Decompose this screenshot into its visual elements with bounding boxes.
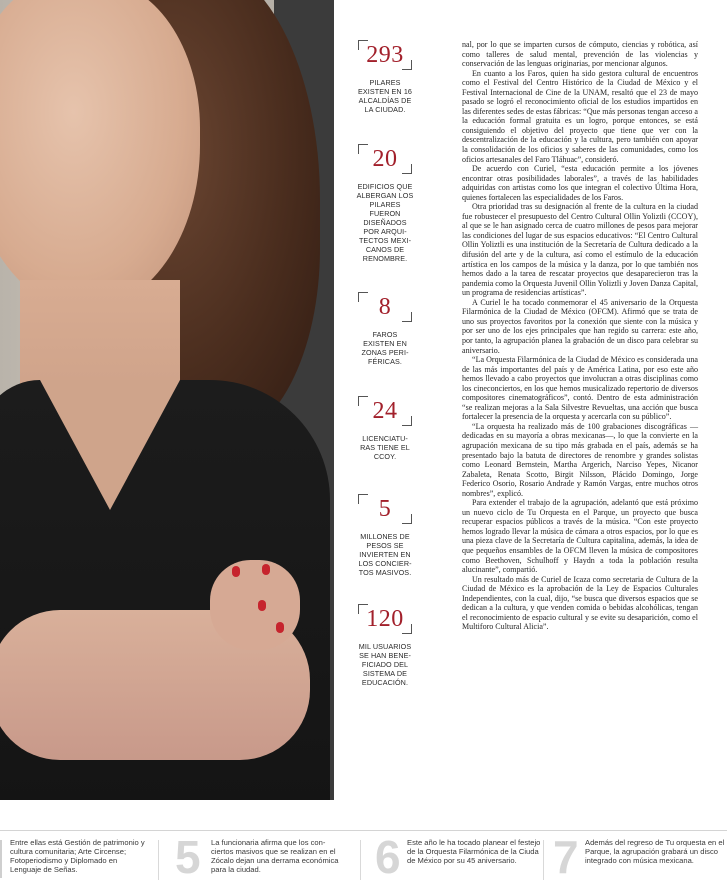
article-paragraph: nal, por lo que se imparten cursos de cómputo, ciencias y robótica, así como talleres de salud mental, prevención de las violencias y conservación de las lenguas originarias, por mencionar algunos.	[462, 40, 698, 69]
pullquote-number: 7	[553, 831, 579, 883]
article-paragraph: A Curiel le ha tocado conmemorar el 45 aniversario de la Orquesta Filarmónica de la Ciudad de México (OFCM). Afirmó que se trata de uno sus proyectos favoritos por la conexión que siente con la música y por ser uno de los ejes principales que han regido su carrera: este año, por tanto, la agrupación planea la grabación de un disco para celebrar su aniversario.	[462, 297, 698, 355]
photo-nail	[262, 564, 270, 575]
stat-number: 120	[366, 606, 404, 632]
pullquote-bar	[0, 840, 2, 878]
pullquote-separator	[543, 840, 544, 880]
stat-item	[356, 290, 414, 366]
stat-number-frame	[356, 492, 414, 526]
pullquote	[175, 831, 345, 883]
article-paragraph: “La Orquesta Filarmónica de la Ciudad de México es considerada una de las más importantes del país y de América Latina, por eso este año hemos llevado a cabo proyectos que involucran a otras disciplinas como los cineconciertos, en los que hemos musicalizado repertorio de diversos compositores cinematográficos”, contó. Dentro de esta administración “se realizan mejoras a la Sala Silvestre Revueltas, una acción que busca fortalecer la presencia de la orquesta y acercarla con su público”.	[462, 355, 698, 422]
stat-description: FAROS EXISTEN EN ZONAS PERIFÉRICAS.	[361, 330, 409, 366]
article-paragraph: En cuanto a los Faros, quien ha sido gestora cultural de encuentros como el Festival del Centro Histórico de la Ciudad de México y el Festival Internacional de Cine de la UNAM, resaltó que el 23 de mayo pasado se logró el reconocimiento oficial de los estudios impartidos en las diferentes sedes de estas fábricas: “Que más personas tengan acceso a la educación formal gratuita es un logro, porque entonces, se está consiguiendo el objetivo del proyecto que tiene que ver con la descentralización de la educación y la cultura, pero también con apoyar la consolidación de los oficios y saberes de las comunidades, como los oficios artesanales del Faro Tláhuac”, consideró.	[462, 68, 698, 164]
photo-nail	[258, 600, 266, 611]
bracket-corner-icon	[402, 514, 412, 524]
stat-item	[356, 38, 414, 114]
pullquote	[375, 831, 545, 883]
stat-number: 20	[372, 146, 398, 172]
photo-hand	[210, 560, 300, 650]
stat-item	[356, 394, 414, 461]
article-paragraph: Otra prioridad tras su designación al frente de la cultura en la ciudad fue robustecer el presupuesto del Centro Cultural Ollin Yoliztli (CCOY), al que se le han asignado cerca de cuatro millones de pesos para mejorar las condiciones del lugar de sus espacios educativos: “El Centro Cultural Ollin Yoliztli es una institución de la Secretaría de Cultura dedicado a la difusión del arte y de la cultura, así como el estímulo de la educación artística en los campos de la música y la danza, por lo que también nos hemos dado a la tarea de rescatar proyectos que desaparecieron tras la pandemia como la Orquesta Juvenil Ollin Yoliztli y Joven Danza Capital, un programa de residencias artísticas”.	[462, 202, 698, 298]
stat-number: 8	[378, 294, 392, 320]
article-paragraph: Un resultado más de Curiel de Icaza como secretaria de Cultura de la Ciudad de México es la aprobación de la Ley de Espacios Culturales Independientes, con la cual, dijo, “se busca que diversos espacios que se dedican a la cultura, y que venden comida o bebidas alcohólicas, tengan el reconocimiento de espacio cultural y se evite su desaparición, como el Multiforo Cultural Alicia”.	[462, 574, 698, 632]
bottom-divider	[0, 830, 727, 831]
pullquote-separator	[360, 840, 361, 880]
stat-item	[356, 602, 414, 687]
photo-nail	[276, 622, 284, 633]
pullquote-number: 6	[375, 831, 401, 883]
stat-number: 293	[366, 42, 404, 68]
bracket-corner-icon	[358, 144, 368, 154]
stat-number-frame	[356, 142, 414, 176]
article-body	[462, 40, 698, 632]
stat-number-frame	[356, 394, 414, 428]
stat-number-frame	[356, 602, 414, 636]
pullquote-text: La funcionaria afirma que los conciertos masivos que se realizan en el Zócalo dejan una derrama económica para la ciudad.	[211, 838, 339, 875]
bracket-corner-icon	[402, 416, 412, 426]
pullquote	[0, 838, 150, 882]
stat-description: EDIFICIOS QUE ALBERGAN LOS PILARES FUERON DISEÑADOS POR ARQUITECTOS MEXICANOS DE RENOMBRE.	[356, 182, 414, 263]
pullquote-text: Entre ellas está Gestión de patrimonio y cultura comunitaria; Arte Circense; Fotoperiodismo y Diplomado en Lenguaje de Señas.	[10, 838, 145, 875]
pullquote-text: Además del regreso de Tu orquesta en el Parque, la agrupación grabará un disco integrado con música mexicana.	[585, 838, 725, 866]
bracket-corner-icon	[358, 494, 368, 504]
bracket-corner-icon	[402, 164, 412, 174]
stat-description: MILLONES DE PESOS SE INVIERTEN EN LOS CONCIERTOS MASIVOS.	[358, 532, 412, 577]
stat-number: 5	[378, 496, 392, 522]
pullquote-text: Este año le ha tocado planear el festejo de la Orquesta Filarmónica de la Ciuda de México por su 45 aniversario.	[407, 838, 541, 866]
bracket-corner-icon	[402, 312, 412, 322]
article-paragraph: Para extender el trabajo de la agrupación, adelantó que está próximo un nuevo ciclo de Tu Orquesta en el Parque, un proyecto que busca recuperar espacios públicos a través de la música. “Con este proyecto hemos logrado llevar la música de cámara a otros espacios, por lo que es una pieza clave de la Secretaría de Cultura capitalina, además, la idea de que pequeños ensambles de la OFCM lleven la música de compositores como Beethoven, Schulhoff y Haydn a toda la población resulta alucinante”, compartió.	[462, 498, 698, 575]
stat-description: PILARES EXISTEN EN 16 ALCALDÍAS DE LA CIUDAD.	[357, 78, 413, 114]
stat-item	[356, 492, 414, 577]
article-paragraph: “La orquesta ha realizado más de 100 grabaciones discográficas —dedicadas en su mayoría a obras mexicanas—, lo que la convierte en la agrupación mexicana de su tipo más grabada en el país, además se ha presentado bajo la batuta de directores de renombre y grandes solistas como Leonard Bernstein, Martha Argerich, Narciso Yepes, Nicanor Zabaleta, Renata Scotto, Birgit Nilsson, Plácido Domingo, Jorge Federico Osorio, Rosario Andrade y Ramón Vargas, entre muchos otros nombres”, explicó.	[462, 421, 698, 498]
pullquote-separator	[158, 840, 159, 880]
pullquote-number: 5	[175, 831, 201, 883]
stat-number-frame	[356, 38, 414, 72]
bracket-corner-icon	[358, 40, 368, 50]
stat-item	[356, 142, 414, 263]
bracket-corner-icon	[358, 396, 368, 406]
stat-description: MIL USUARIOS SE HAN BENEFICIADO DEL SISTEMA DE EDUCACIÓN.	[358, 642, 412, 687]
bracket-corner-icon	[402, 624, 412, 634]
bracket-corner-icon	[358, 292, 368, 302]
stat-number: 24	[372, 398, 398, 424]
bracket-corner-icon	[358, 604, 368, 614]
stat-description: LICENCIATURAS TIENE EL CCOY.	[360, 434, 410, 461]
pullquote	[553, 831, 727, 883]
photo-nail	[232, 566, 240, 577]
photo-neckline	[40, 380, 180, 510]
bracket-corner-icon	[402, 60, 412, 70]
stat-number-frame	[356, 290, 414, 324]
article-paragraph: De acuerdo con Curiel, “esta educación permite a los jóvenes encontrar otras posibilidades laborales”, a través de las habilidades adquiridas con artistas como los que integran el colectivo Última Hora, quienes fortalecen las especialidades de los Faros.	[462, 164, 698, 202]
portrait-photo	[0, 0, 334, 800]
